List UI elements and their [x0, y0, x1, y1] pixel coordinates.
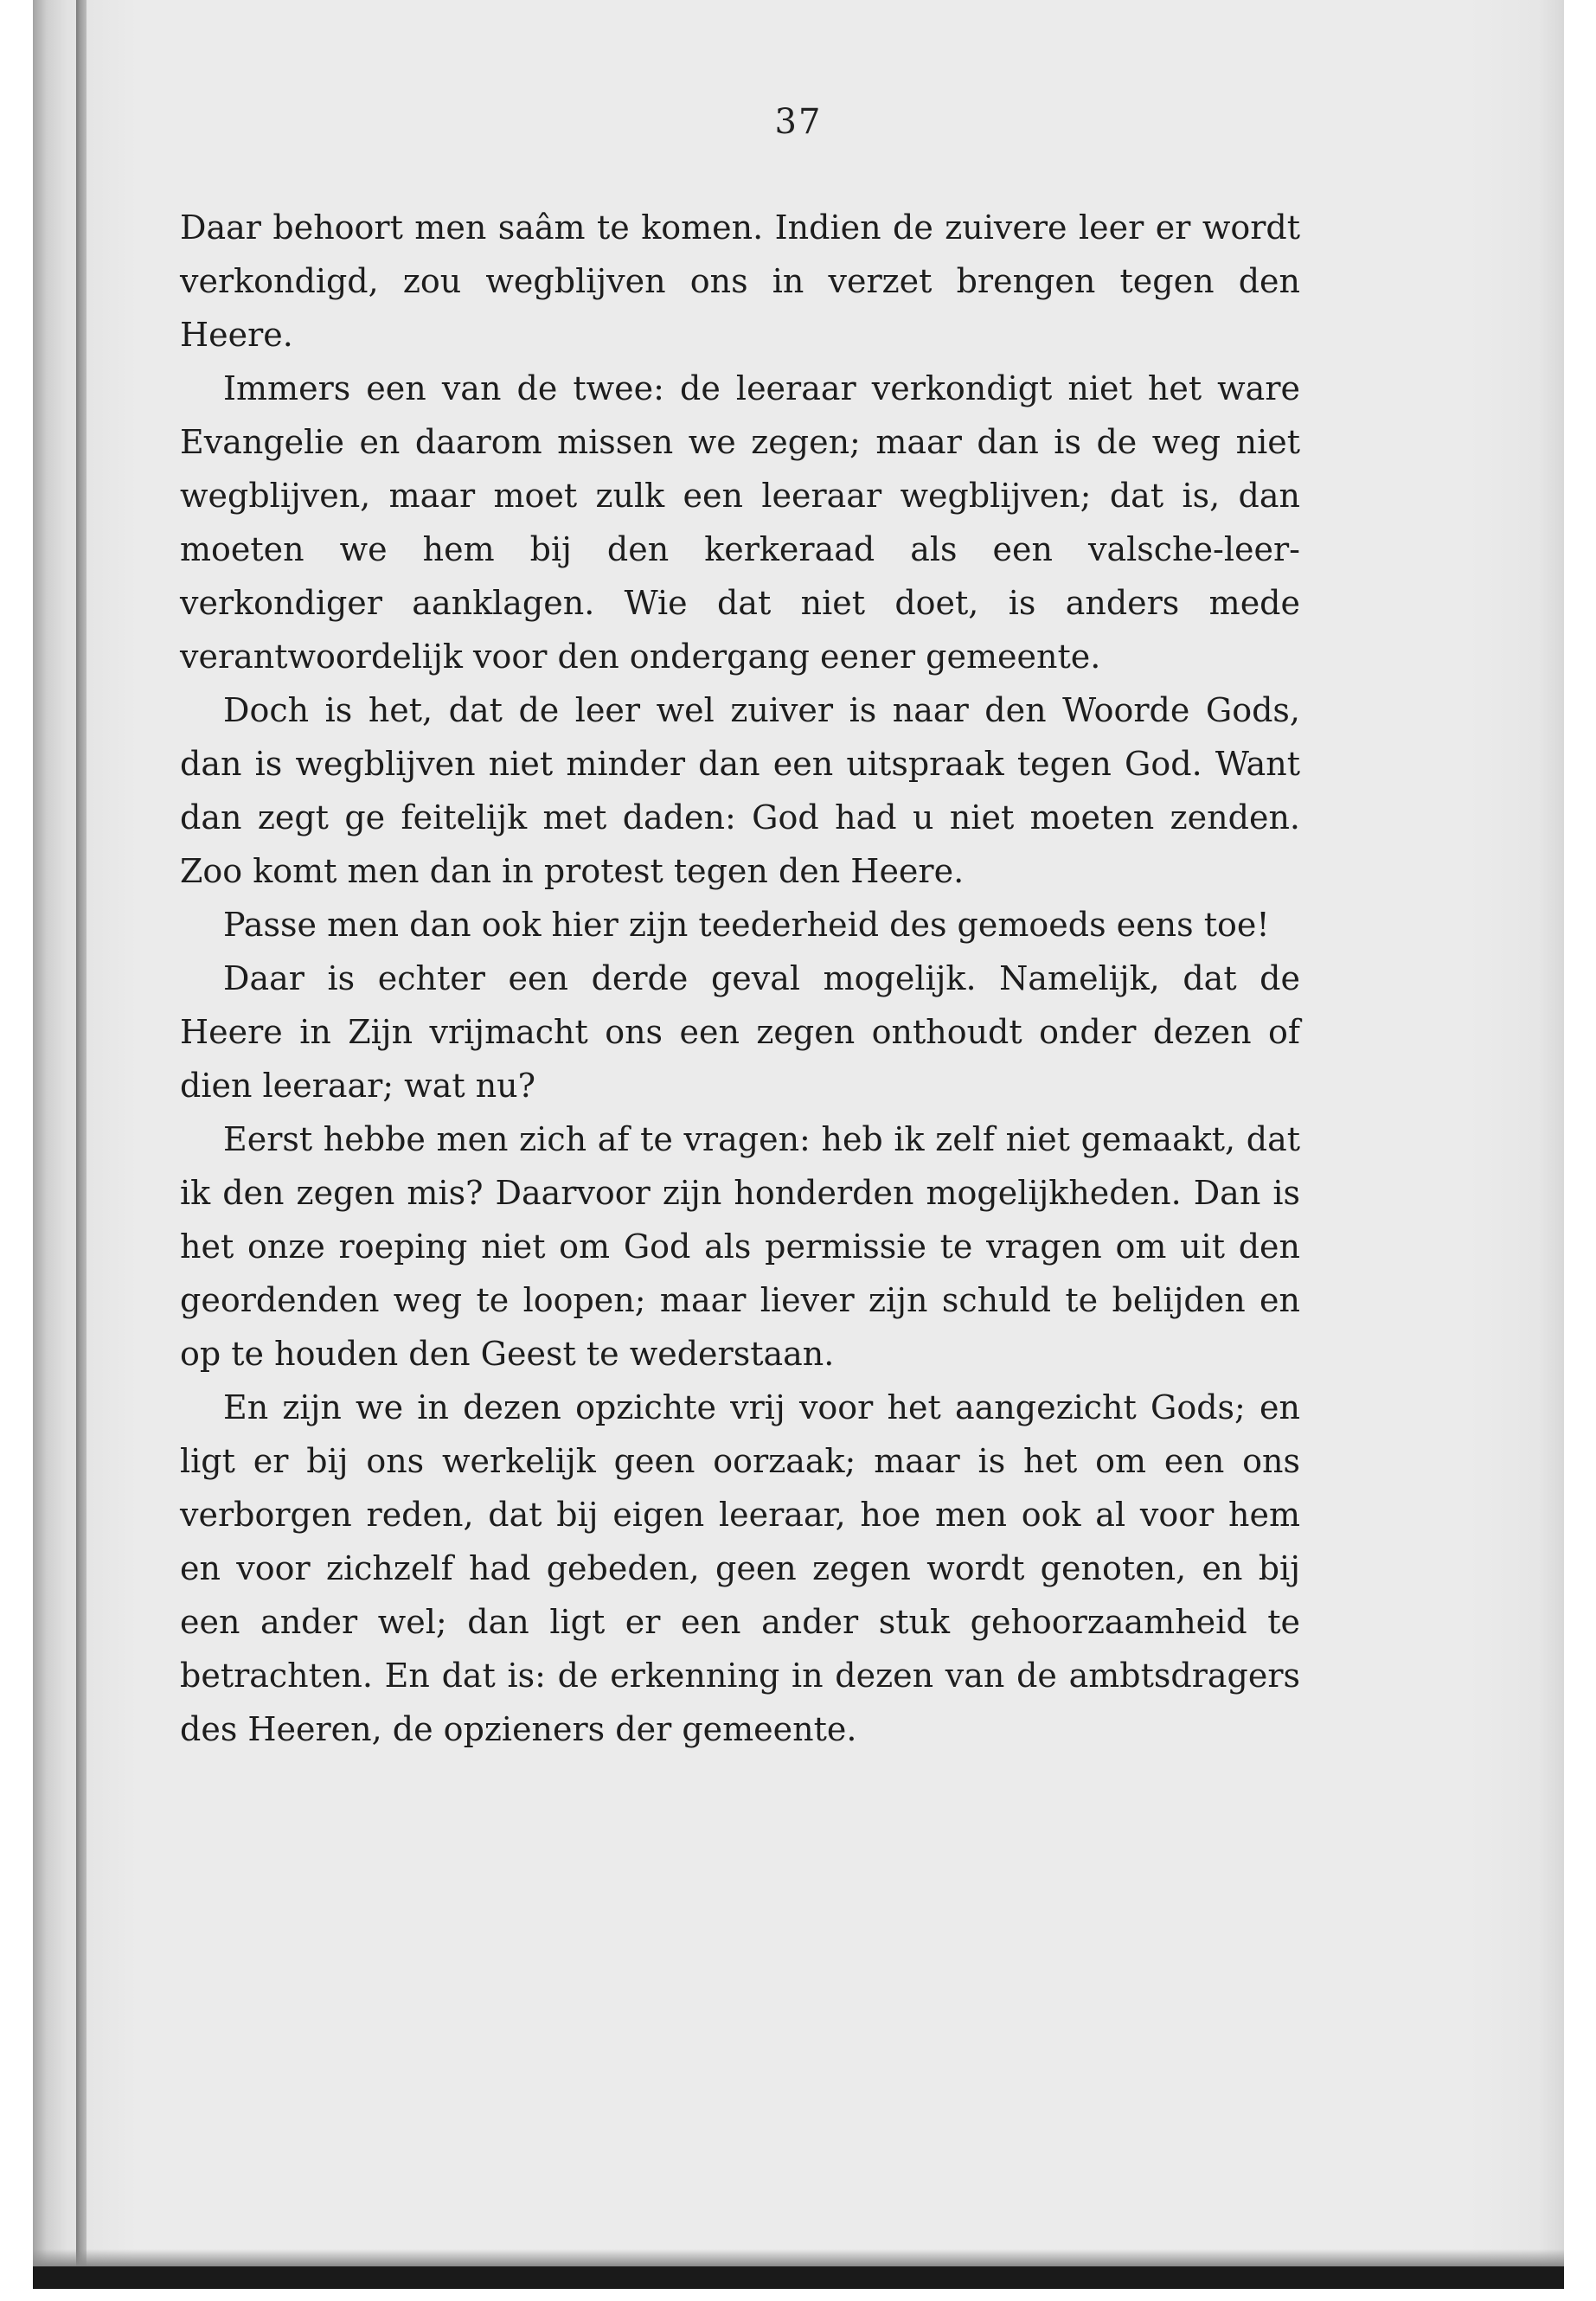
paragraph: Doch is het, dat de leer wel zuiver is naar den Woorde Gods, dan is wegblijven niet minder dan een uitspraak tegen God. Want dan zegt ge feitelijk met daden: God had u niet moeten zenden. Zoo komt men dan in protest tegen den Heere. — [180, 691, 1300, 890]
binding-gutter — [76, 0, 87, 2266]
page-bottom-shadow — [33, 2249, 1564, 2266]
paragraph: Daar behoort men saâm te komen. Indien de zuivere leer er wordt verkondigd, zou wegblijven ons in verzet brengen tegen den Heere. — [180, 208, 1300, 354]
paragraph: Passe men dan ook hier zijn teederheid des gemoeds eens toe! — [223, 906, 1270, 944]
body-text — [180, 201, 1300, 1756]
paragraph: Eerst hebbe men zich af te vragen: heb ik zelf niet gemaakt, dat ik den zegen mis? Daarvoor zijn honderden mogelijkheden. Dan is het onze roeping niet om God als permissie te vragen om uit den geordenden weg te loopen; maar liever zijn schuld te belijden en op te houden den Geest te wederstaan. — [180, 1120, 1300, 1373]
paragraph: Immers een van de twee: de leeraar verkondigt niet het ware Evangelie en daarom missen we zegen; maar dan is de weg niet wegblijven, maar moet zulk een leeraar wegblijven; dat is, dan moeten we hem bij den kerkeraad als een valsche-leer-verkondiger aanklagen. Wie dat niet doet, is anders mede verantwoordelijk voor den ondergang eener gemeente. — [180, 369, 1300, 676]
paper-sheet — [33, 0, 1564, 2266]
scan-margin-left — [0, 0, 33, 2301]
paragraph: En zijn we in dezen opzichte vrij voor het aangezicht Gods; en ligt er bij ons werkelijk geen oorzaak; maar is het om een ons verborgen reden, dat bij eigen leeraar, hoe men ook al voor hem en voor zichzelf had gebeden, geen zegen wordt genoten, en bij een ander wel; dan ligt er een ander stuk gehoorzaamheid te betrachten. En dat is: de erkenning in dezen van de ambtsdragers des Heeren, de opzieners der gemeente. — [180, 1388, 1300, 1748]
page-bottom-edge — [33, 2266, 1564, 2289]
page-number: 37 — [774, 102, 823, 142]
paragraph: Daar is echter een derde geval mogelijk. Namelijk, dat de Heere in Zijn vrijmacht ons een zegen onthoudt onder dezen of dien leeraar; wat nu? — [180, 959, 1300, 1105]
scan-margin-right — [1564, 0, 1596, 2301]
